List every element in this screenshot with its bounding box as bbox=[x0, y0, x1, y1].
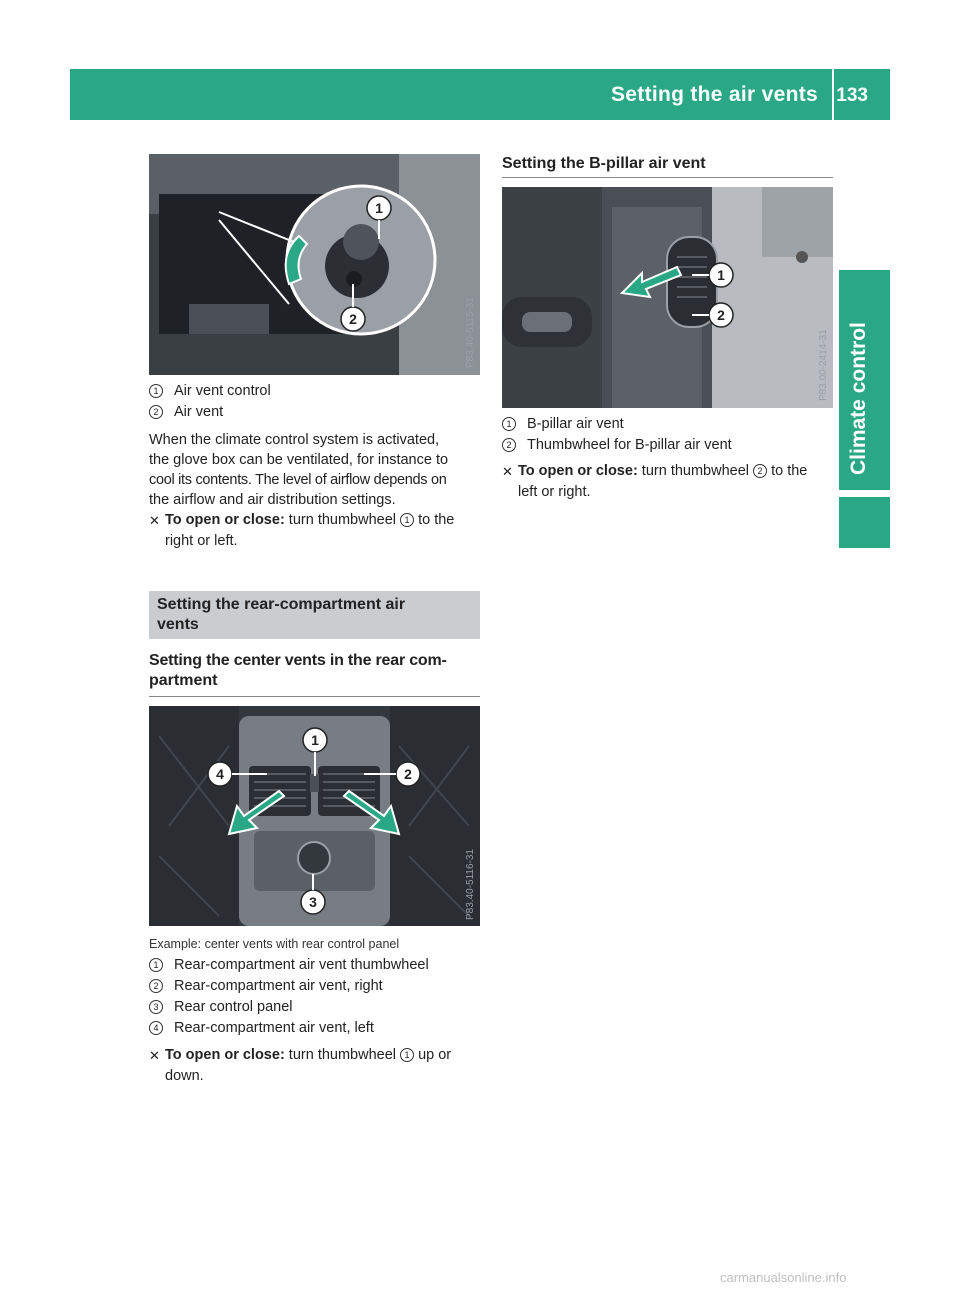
divider bbox=[502, 177, 833, 178]
step-text-part: down. bbox=[165, 1068, 204, 1084]
step-label: To open or close: bbox=[165, 1047, 285, 1063]
svg-text:1: 1 bbox=[311, 732, 319, 748]
legend-text: Rear-compartment air vent, right bbox=[174, 978, 383, 994]
legend-text: Rear-compartment air vent, left bbox=[174, 1020, 374, 1036]
legend-item bbox=[149, 402, 223, 423]
legend-number: 2 bbox=[502, 438, 516, 452]
step-arrow-icon: ✕ bbox=[149, 513, 160, 528]
figure-caption: Example: center vents with rear control panel bbox=[149, 937, 400, 951]
text-line: cool its contents. The level of airflow depends on bbox=[149, 472, 447, 488]
step-text-part: to the bbox=[414, 512, 455, 528]
step-text-part: turn thumbwheel bbox=[284, 512, 401, 528]
svg-text:4: 4 bbox=[216, 766, 224, 782]
step-arrow-icon: ✕ bbox=[502, 464, 513, 479]
legend-text: Rear control panel bbox=[174, 999, 293, 1015]
legend-item bbox=[149, 997, 293, 1018]
step-text-part: to the bbox=[767, 463, 808, 479]
step-text bbox=[165, 1045, 480, 1087]
step-text bbox=[165, 510, 480, 552]
step-text-part: left or right. bbox=[518, 484, 591, 500]
legend-number: 2 bbox=[149, 979, 163, 993]
legend-item bbox=[149, 381, 271, 402]
figure-code: P83.00-2414-31 bbox=[818, 329, 829, 401]
text-line: Setting the rear-compartment air bbox=[157, 596, 406, 613]
glovebox-vent-figure bbox=[149, 154, 480, 375]
text-line: When the climate control system is activated, bbox=[149, 432, 440, 448]
legend-text: Rear-compartment air vent thumbwheel bbox=[174, 957, 429, 973]
legend-number: 1 bbox=[502, 417, 516, 431]
side-tab-block bbox=[839, 497, 890, 548]
step-label: To open or close: bbox=[518, 463, 638, 479]
step-text-part: right or left. bbox=[165, 533, 238, 549]
step-text bbox=[518, 461, 833, 503]
subheading-b-pillar: Setting the B-pillar air vent bbox=[502, 155, 706, 172]
page-header bbox=[70, 69, 890, 120]
page-number: 133 bbox=[836, 85, 868, 106]
step-text-part: up or bbox=[414, 1047, 452, 1063]
svg-text:3: 3 bbox=[309, 894, 317, 910]
header-divider bbox=[832, 69, 834, 120]
legend-number: 1 bbox=[149, 958, 163, 972]
figure-code: P83.40-5115-31 bbox=[465, 297, 476, 368]
text-line: the airflow and air distribution settings. bbox=[149, 492, 396, 508]
section-heading-box bbox=[149, 591, 480, 639]
svg-text:2: 2 bbox=[404, 766, 412, 782]
legend-text: Air vent control bbox=[174, 383, 271, 399]
svg-text:1: 1 bbox=[717, 267, 725, 283]
inline-number: 2 bbox=[753, 464, 767, 478]
instruction-step bbox=[149, 510, 480, 552]
text-line: Setting the center vents in the rear com- bbox=[149, 652, 447, 669]
inline-number: 1 bbox=[400, 1048, 414, 1062]
legend-item bbox=[502, 414, 624, 435]
svg-text:1: 1 bbox=[375, 200, 383, 216]
instruction-step bbox=[149, 1045, 480, 1087]
legend-number: 3 bbox=[149, 1000, 163, 1014]
divider bbox=[149, 696, 480, 697]
header-title: Setting the air vents bbox=[610, 83, 818, 106]
text-line: the glove box can be ventilated, for instance to bbox=[149, 452, 449, 468]
legend-number: 1 bbox=[149, 384, 163, 398]
figure-code: P83.40-5116-31 bbox=[465, 849, 476, 920]
legend-text: Air vent bbox=[174, 404, 224, 420]
text-line: partment bbox=[149, 672, 218, 689]
instruction-step bbox=[502, 461, 833, 503]
legend-number: 2 bbox=[149, 405, 163, 419]
step-text-part: turn thumbwheel bbox=[637, 463, 754, 479]
svg-text:2: 2 bbox=[349, 311, 357, 327]
legend-number: 4 bbox=[149, 1021, 163, 1035]
legend-text: B-pillar air vent bbox=[527, 416, 624, 432]
rear-center-vents-figure bbox=[149, 706, 480, 926]
legend-item bbox=[149, 1018, 374, 1039]
subheading-center-vents bbox=[149, 651, 484, 691]
inline-number: 1 bbox=[400, 513, 414, 527]
text-line: vents bbox=[157, 616, 199, 633]
step-arrow-icon: ✕ bbox=[149, 1048, 160, 1063]
legend-item bbox=[149, 955, 429, 976]
legend-item bbox=[149, 976, 383, 997]
section-heading bbox=[157, 595, 467, 635]
side-tab-label: Climate control bbox=[847, 322, 870, 475]
step-text-part: turn thumbwheel bbox=[284, 1047, 401, 1063]
legend-item bbox=[502, 435, 732, 456]
step-label: To open or close: bbox=[165, 512, 285, 528]
intro-paragraph bbox=[149, 430, 480, 510]
svg-text:2: 2 bbox=[717, 307, 725, 323]
b-pillar-vent-figure bbox=[502, 187, 833, 408]
watermark-footer: carmanualsonline.info bbox=[720, 1270, 847, 1285]
legend-text: Thumbwheel for B-pillar air vent bbox=[527, 437, 732, 453]
